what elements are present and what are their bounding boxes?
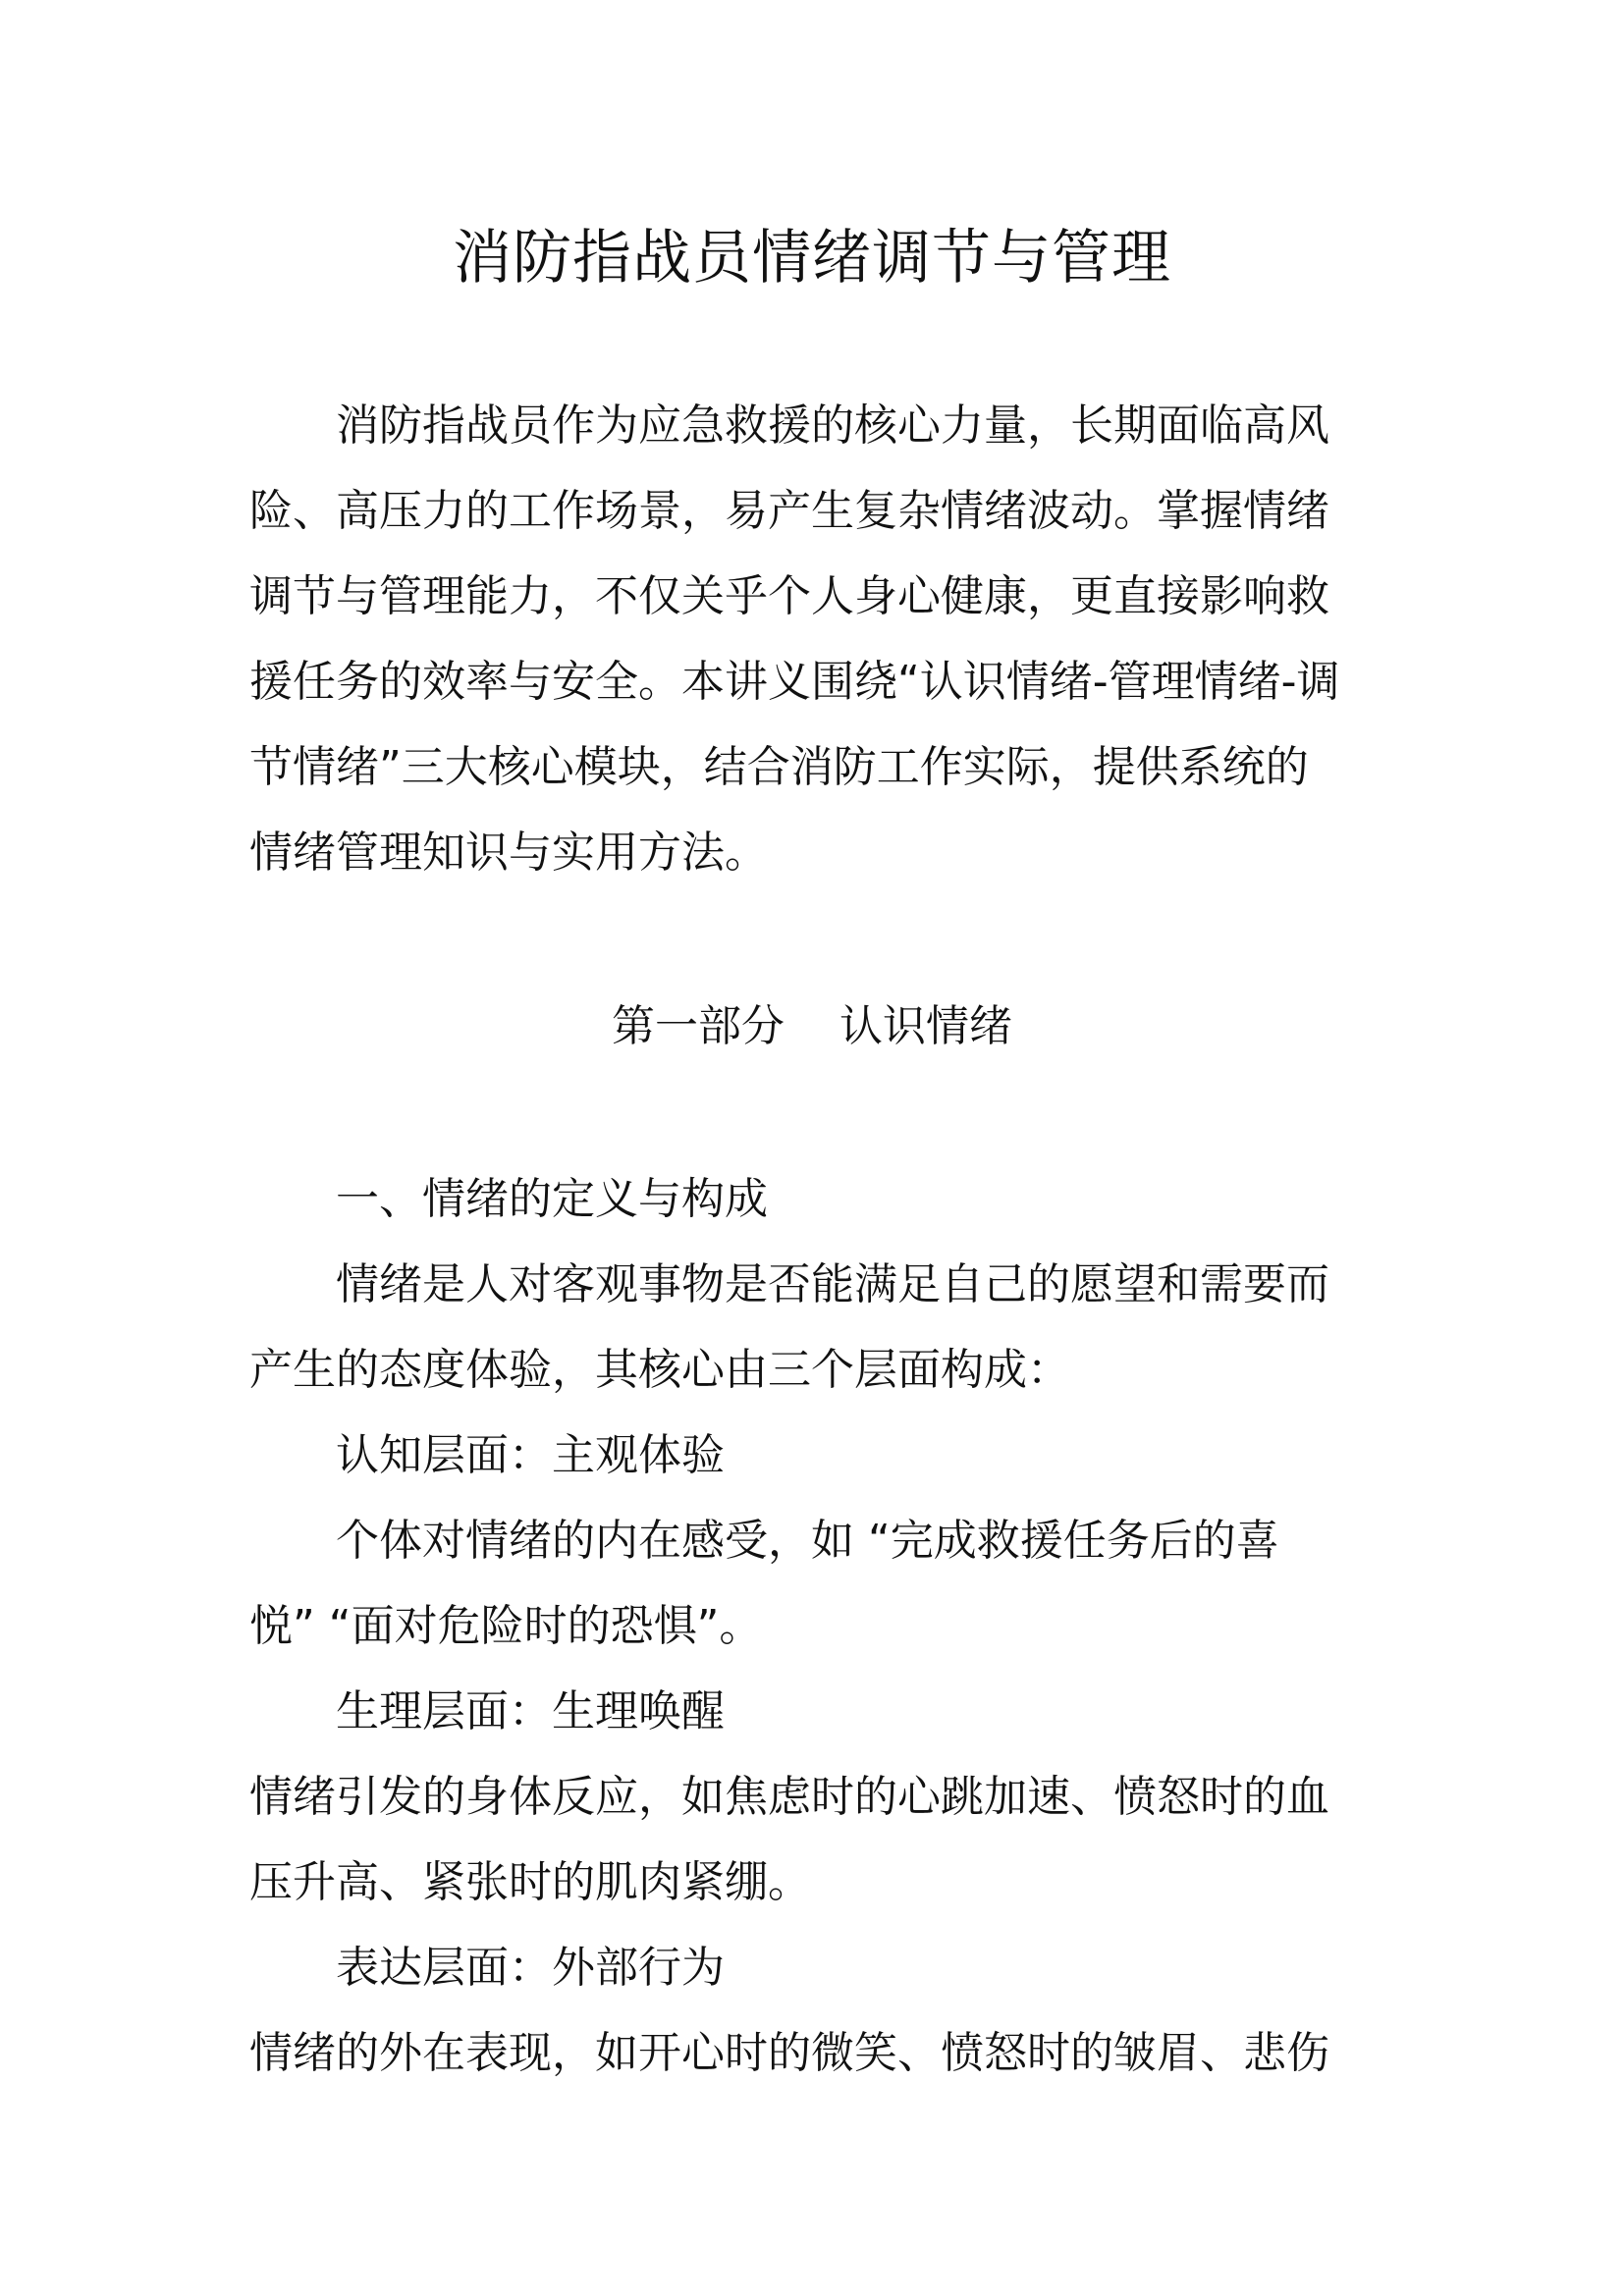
intro-line-6: 情绪管理知识与实用方法。 bbox=[249, 828, 768, 878]
physiological-line-1: 情绪引发的身体反应，如焦虑时的心跳加速、愤怒时的血 bbox=[249, 1772, 1329, 1822]
intro-line-5: 节情绪”三大核心模块，结合消防工作实际，提供系统的 bbox=[249, 742, 1309, 792]
cognitive-heading: 认知层面：主观体验 bbox=[336, 1430, 725, 1480]
expression-heading: 表达层面：外部行为 bbox=[336, 1943, 725, 1993]
intro-line-2: 险、高压力的工作场景，易产生复杂情绪波动。掌握情绪 bbox=[249, 486, 1329, 536]
document-title: 消防指战员情绪调节与管理 bbox=[453, 224, 1171, 293]
intro-line-4: 援任务的效率与安全。本讲义围绕“认识情绪-管理情绪-调 bbox=[249, 657, 1340, 707]
expression-line-1: 情绪的外在表现，如开心时的微笑、愤怒时的皱眉、悲伤 bbox=[249, 2028, 1329, 2078]
intro-line-1: 消防指战员作为应急救援的核心力量，长期面临高风 bbox=[336, 400, 1329, 451]
cognitive-line-2: 悦” “面对危险时的恐惧”。 bbox=[249, 1601, 763, 1651]
physiological-line-2: 压升高、紧张时的肌肉紧绷。 bbox=[249, 1857, 811, 1907]
definition-line-2: 产生的态度体验，其核心由三个层面构成： bbox=[249, 1345, 1070, 1395]
subheading: 一、情绪的定义与构成 bbox=[336, 1174, 768, 1224]
section-heading: 第一部分 认识情绪 bbox=[612, 1001, 1012, 1051]
intro-line-3: 调节与管理能力，不仅关乎个人身心健康，更直接影响救 bbox=[249, 571, 1329, 621]
definition-line-1: 情绪是人对客观事物是否能满足自己的愿望和需要而 bbox=[336, 1259, 1329, 1309]
cognitive-line-1: 个体对情绪的内在感受，如 “完成救援任务后的喜 bbox=[336, 1516, 1279, 1566]
physiological-heading: 生理层面：生理唤醒 bbox=[336, 1686, 725, 1736]
